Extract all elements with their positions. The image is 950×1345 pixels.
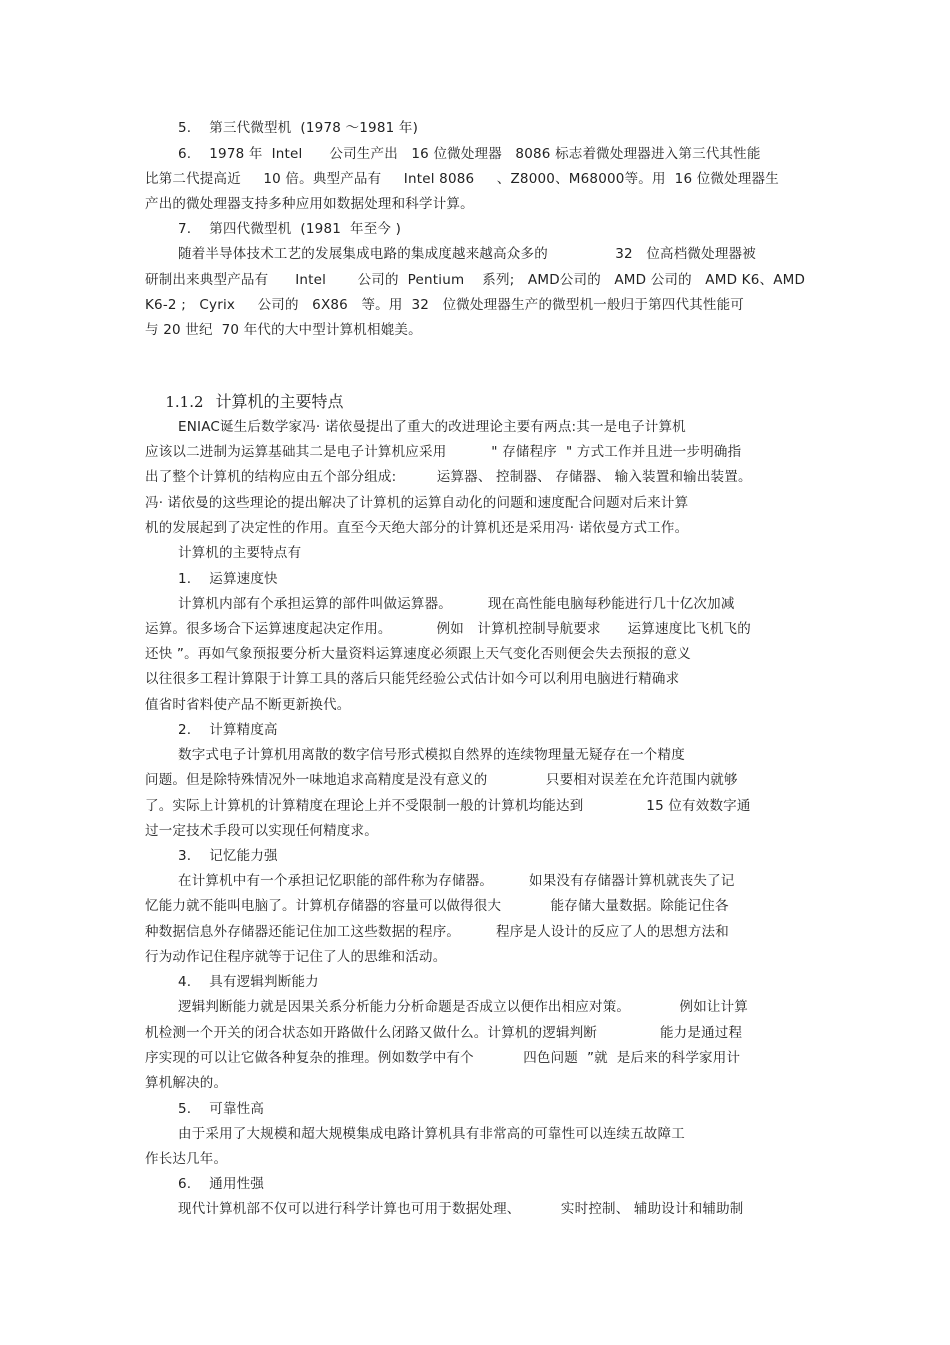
text-line: K6-2 ; Cyrix 公司的 6X86 等。用 32 位微处理器生产的微型机一般归于第四代其性能可: [145, 297, 744, 313]
text-line: ENIAC诞生后数学家冯· 诺依曼提出了重大的改进理论主要有两点:其一是电子计算机: [178, 419, 686, 435]
text-line: 7. 第四代微型机 (1981 年至今 ): [178, 221, 402, 237]
text-line: 5. 第三代微型机 (1978 ～1981 年): [178, 120, 419, 136]
text-line: 在计算机中有一个承担记忆职能的部件称为存储器。 如果没有存储器计算机就丧失了记: [178, 873, 735, 889]
text-line: 数字式电子计算机用离散的数字信号形式模拟自然界的连续物理量无疑存在一个精度: [178, 747, 685, 763]
text-line: 作长达几年。: [145, 1151, 228, 1167]
text-line: 问题。但是除特殊情况外一味地追求高精度是没有意义的 只要相对误差在允许范围内就够: [145, 772, 738, 788]
text-line: 与 20 世纪 70 年代的大中型计算机相媲美。: [145, 322, 422, 338]
text-line: 运算。很多场合下运算速度起决定作用。 例如 计算机控制导航要求 运算速度比飞机飞的: [145, 621, 751, 637]
text-line: 4. 具有逻辑判断能力: [178, 974, 319, 990]
text-line: 忆能力就不能叫电脑了。计算机存储器的容量可以做得很大 能存储大量数据。除能记住各: [145, 898, 729, 914]
text-line: 2. 计算精度高: [178, 722, 278, 738]
text-line: 比第二代提高近 10 倍。典型产品有 Intel 8086 、Z8000、M68000等。用 16 位微处理器生: [145, 171, 779, 187]
text-line: 1. 运算速度快: [178, 571, 278, 587]
text-line: 算机解决的。: [145, 1075, 228, 1091]
text-line: 5. 可靠性高: [178, 1101, 265, 1117]
text-line: 3. 记忆能力强: [178, 848, 278, 864]
text-line: 机检测一个开关的闭合状态如开路做什么闭路又做什么。计算机的逻辑判断 能力是通过程: [145, 1025, 743, 1041]
text-line: 行为动作记住程序就等于记住了人的思维和活动。: [145, 949, 447, 965]
text-line: 计算机内部有个承担运算的部件叫做运算器。 现在高性能电脑每秒能进行几十亿次加减: [178, 596, 735, 612]
text-line: 研制出来典型产品有 Intel 公司的 Pentium 系列; AMD公司的 AMD 公司的 AMD K6、AMD: [145, 272, 806, 288]
text-line: 计算机的主要特点有: [178, 545, 302, 561]
text-line: 现代计算机部不仅可以进行科学计算也可用于数据处理、 实时控制、 辅助设计和辅助制: [178, 1201, 744, 1217]
text-line: 随着半导体技术工艺的发展集成电路的集成度越来越高众多的 32 位高档微处理器被: [178, 246, 756, 262]
text-line: 产出的微处理器支持多种应用如数据处理和科学计算。: [145, 196, 474, 212]
text-line: 以往很多工程计算限于计算工具的落后只能凭经验公式估计如今可以利用电脑进行精确求: [145, 671, 680, 687]
text-line: 还快 ”。再如气象预报要分析大量资料运算速度必须跟上天气变化否则便会失去预报的意义: [145, 646, 691, 662]
text-line: 应该以二进制为运算基础其二是电子计算机应采用 " 存储程序 " 方式工作并且进一步明确指: [145, 444, 742, 460]
text-line: 出了整个计算机的结构应由五个部分组成: 运算器、 控制器、 存储器、 输入装置和输出装置。: [145, 469, 752, 485]
text-line: 序实现的可以让它做各种复杂的推理。例如数学中有个 四色问题 ”就 是后来的科学家用计: [145, 1050, 741, 1066]
text-line: 6. 1978 年 Intel 公司生产出 16 位微处理器 8086 标志着微处理器进入第三代其性能: [178, 146, 761, 162]
section-title: 计算机的主要特点: [215, 392, 344, 411]
text-line: 机的发展起到了决定性的作用。直至今天绝大部分的计算机还是采用冯· 诺依曼方式工作。: [145, 520, 689, 536]
section-number: 1.1.2: [165, 393, 204, 411]
text-line: 6. 通用性强: [178, 1176, 265, 1192]
text-line: 逻辑判断能力就是因果关系分析能力分析命题是否成立以便作出相应对策。 例如让计算: [178, 999, 749, 1015]
text-line: 了。实际上计算机的计算精度在理论上并不受限制一般的计算机均能达到 15 位有效数字通: [145, 798, 751, 814]
text-line: 过一定技术手段可以实现任何精度求。: [145, 823, 378, 839]
text-line: 冯· 诺依曼的这些理论的提出解决了计算机的运算自动化的问题和速度配合问题对后来计算: [145, 495, 689, 511]
text-line: 值省时省料使产品不断更新换代。: [145, 697, 351, 713]
text-line: 种数据信息外存储器还能记住加工这些数据的程序。 程序是人设计的反应了人的思想方法和: [145, 924, 729, 940]
text-line: 由于采用了大规模和超大规模集成电路计算机具有非常高的可靠性可以连续五故障工: [178, 1126, 685, 1142]
